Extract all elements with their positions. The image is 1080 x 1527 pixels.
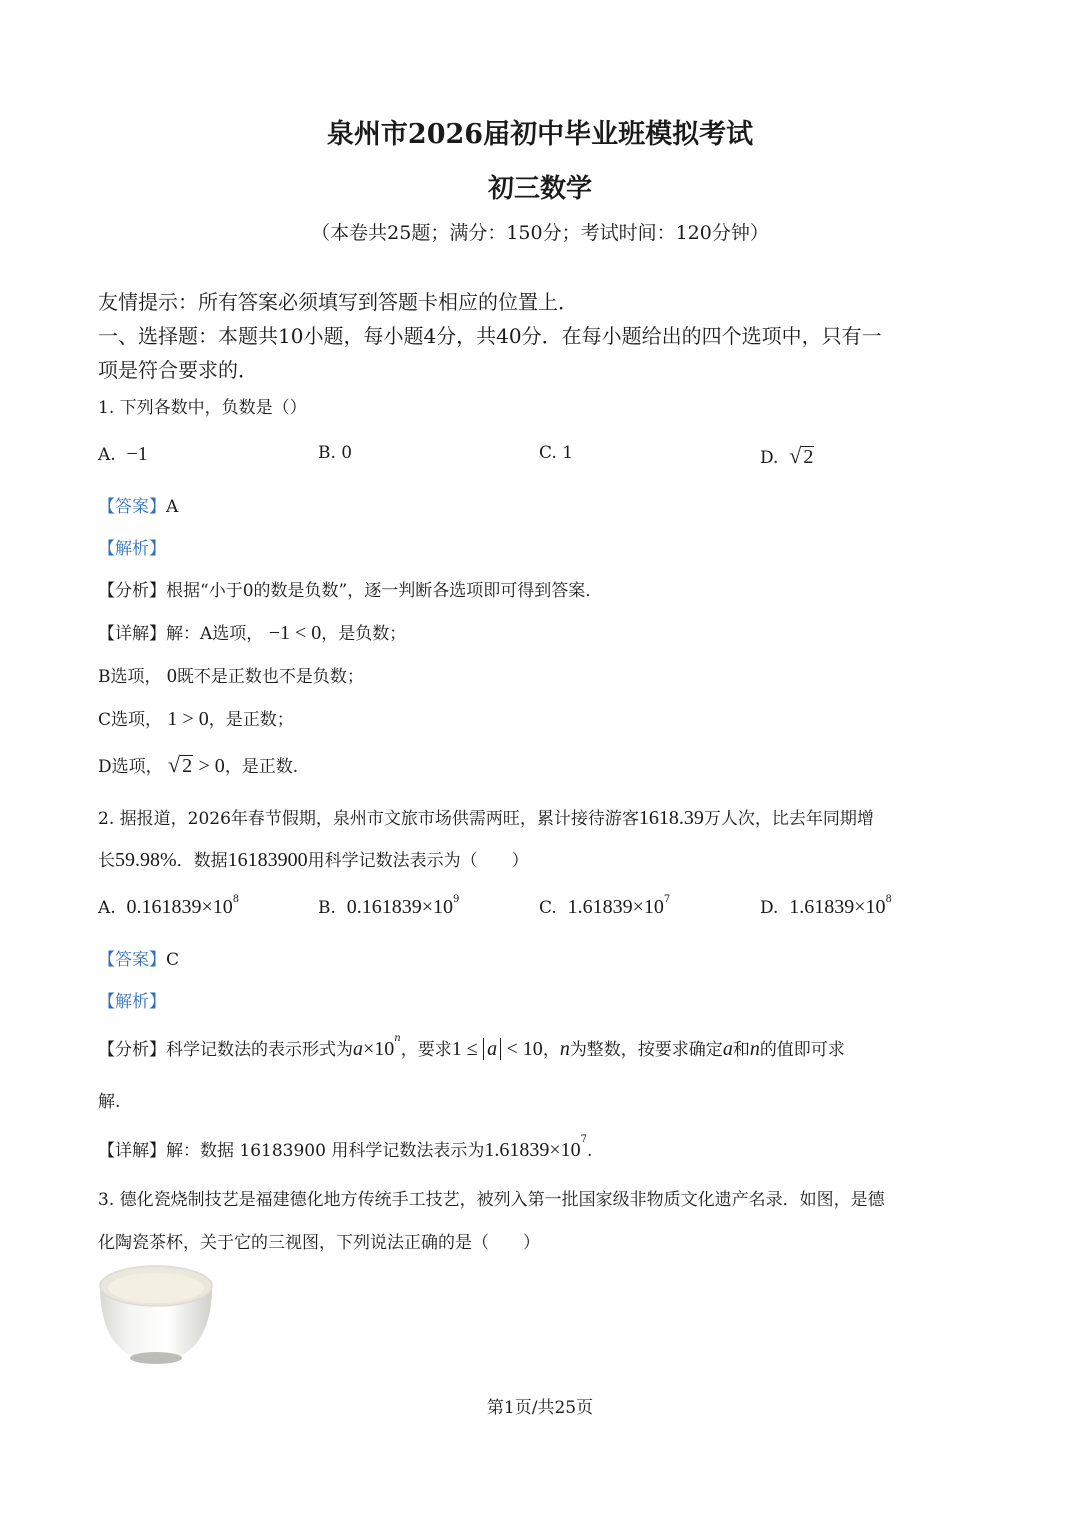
xiangjie-tag: 【详解】 — [98, 624, 166, 644]
math-expr: < 10 — [506, 1038, 543, 1060]
q2-option-a — [98, 896, 239, 919]
q2-answer — [98, 945, 179, 970]
exam-info: （本卷共25题；满分：150分；考试时间：120分钟） — [311, 222, 769, 244]
line-b-post: 既不是正数也不是负数； — [176, 667, 364, 687]
option-label: C. — [539, 898, 557, 918]
q1-answer — [98, 492, 178, 517]
math-exponent: 7 — [580, 1134, 587, 1145]
q3-stem-line1: 3. 德化瓷烧制技艺是福建德化地方传统手工技艺，被列入第一批国家级非物质文化遗产名录．如图，是德 — [98, 1190, 885, 1210]
xiangjie-text: 解：A选项， — [166, 624, 264, 644]
stem-text: 万人次，比去年同期增 — [703, 809, 874, 829]
section-heading-line2: 项是符合要求的． — [98, 358, 258, 382]
fenxi-tag: 【分析】 — [98, 581, 166, 601]
exam-title: 泉州市2026届初中毕业班模拟考试 — [326, 119, 754, 150]
q2-option-c — [539, 896, 670, 919]
fenxi-text: ， — [542, 1040, 560, 1060]
page-footer: 第1页/共25页 — [486, 1398, 594, 1418]
q1-xiangjie — [98, 619, 406, 645]
math-expr: 1.61839×10 — [484, 1139, 581, 1161]
line-b-pre: B选项， — [98, 667, 162, 687]
xiangjie-text: . — [587, 1141, 593, 1161]
math-var: n — [749, 1038, 760, 1060]
option-exponent: 7 — [663, 894, 671, 905]
teacup-image — [96, 1262, 216, 1370]
math-var: a — [722, 1038, 733, 1060]
option-label: B. — [318, 898, 336, 918]
fenxi-text: 根据“小于0的数是负数”，逐一判断各选项即可得到答案． — [166, 581, 603, 601]
radicand: 2 — [182, 755, 193, 777]
q1-option-c: C. 1 — [539, 443, 574, 463]
q1-analysis-tag: 【解析】 — [98, 539, 166, 559]
q1-fenxi — [98, 576, 602, 601]
option-label: D. — [760, 898, 779, 918]
answer-tag: 【答案】 — [98, 950, 166, 970]
q3-stem-line2: 化陶瓷茶杯，关于它的三视图，下列说法正确的是（ ） — [98, 1233, 540, 1253]
stem-number: 59.98% — [115, 849, 177, 871]
friendly-hint: 友情提示：所有答案必须填写到答题卡相应的位置上． — [98, 290, 578, 314]
math-expr: 1 ≤ — [451, 1038, 478, 1060]
option-base: 1.61839×10 — [567, 896, 664, 918]
fenxi-text: ，要求 — [400, 1040, 452, 1060]
radicand: 2 — [803, 446, 814, 468]
math-exponent: n — [394, 1033, 401, 1044]
math-var: a — [353, 1038, 363, 1060]
option-label: A. — [98, 445, 116, 465]
subject-title: 初三数学 — [487, 174, 592, 204]
q2-xiangjie — [98, 1136, 592, 1162]
line-d-math: > 0 — [198, 755, 225, 777]
xiangjie-math: −1 < 0 — [268, 622, 322, 644]
absolute-value: a — [483, 1038, 501, 1060]
option-exponent: 8 — [885, 894, 892, 905]
sqrt-expression: √ 2 — [789, 443, 814, 468]
line-c-math: 1 > 0 — [167, 708, 209, 730]
stem-text: 长 — [98, 851, 115, 871]
option-label: A. — [98, 898, 116, 918]
fenxi-text: 的值即可求 — [759, 1040, 845, 1060]
line-b-math: 0 — [166, 665, 177, 687]
q2-stem-line1 — [98, 804, 874, 830]
fenxi-text: 科学记数法的表示形式为 — [166, 1040, 353, 1060]
section-heading-line1: 一、选择题：本题共10小题，每小题4分，共40分．在每小题给出的四个选项中，只有一 — [98, 324, 882, 348]
xiangjie-text: 解：数据 16183900 用科学记数法表示为 — [166, 1141, 485, 1161]
stem-text: ．数据 — [176, 851, 228, 871]
q1-option-d — [760, 443, 814, 469]
xiangjie-tag: 【详解】 — [98, 1141, 166, 1161]
line-d-pre: D选项， — [98, 757, 163, 777]
q1-option-a — [98, 443, 148, 466]
stem-number: 16183900 — [227, 849, 308, 871]
answer-value: A — [166, 497, 179, 517]
math-var: n — [559, 1038, 570, 1060]
option-base: 0.161839×10 — [346, 896, 453, 918]
q1-line-b — [98, 662, 364, 688]
q2-fenxi-line2: 解. — [98, 1092, 121, 1112]
fenxi-tag: 【分析】 — [98, 1040, 166, 1060]
line-c-post: ，是正数； — [208, 710, 294, 730]
q2-fenxi — [98, 1035, 845, 1061]
q2-stem-line2 — [98, 846, 529, 872]
option-exponent: 9 — [453, 894, 460, 905]
answer-tag: 【答案】 — [98, 497, 166, 517]
q1-option-b: B. 0 — [318, 443, 353, 463]
fenxi-text: 为整数，按要求确定 — [569, 1040, 723, 1060]
q2-option-d — [760, 896, 892, 919]
answer-value: C — [166, 950, 180, 970]
stem-text: 用科学记数法表示为（ ） — [307, 851, 529, 871]
option-base: 0.161839×10 — [126, 896, 233, 918]
math-expr: ×10 — [363, 1038, 395, 1060]
option-base: 1.61839×10 — [789, 896, 886, 918]
line-c-pre: C选项， — [98, 710, 163, 730]
sqrt-expression: √ 2 — [168, 752, 193, 777]
line-d-post: ，是正数. — [224, 757, 299, 777]
q1-line-d — [98, 752, 298, 778]
stem-number: 1618.39 — [638, 807, 704, 829]
option-exponent: 8 — [232, 894, 240, 905]
fenxi-text: 和 — [732, 1040, 750, 1060]
q1-stem: 1. 下列各数中，负数是（） — [98, 398, 307, 418]
option-value: −1 — [126, 443, 148, 465]
xiangjie-tail: ，是负数； — [321, 624, 407, 644]
option-label: D. — [760, 448, 779, 468]
stem-text: 2. 据报道，2026年春节假期，泉州市文旅市场供需两旺，累计接待游客 — [98, 809, 639, 829]
q2-analysis-tag: 【解析】 — [98, 992, 166, 1012]
q1-line-c — [98, 705, 294, 731]
q2-option-b — [318, 896, 459, 919]
